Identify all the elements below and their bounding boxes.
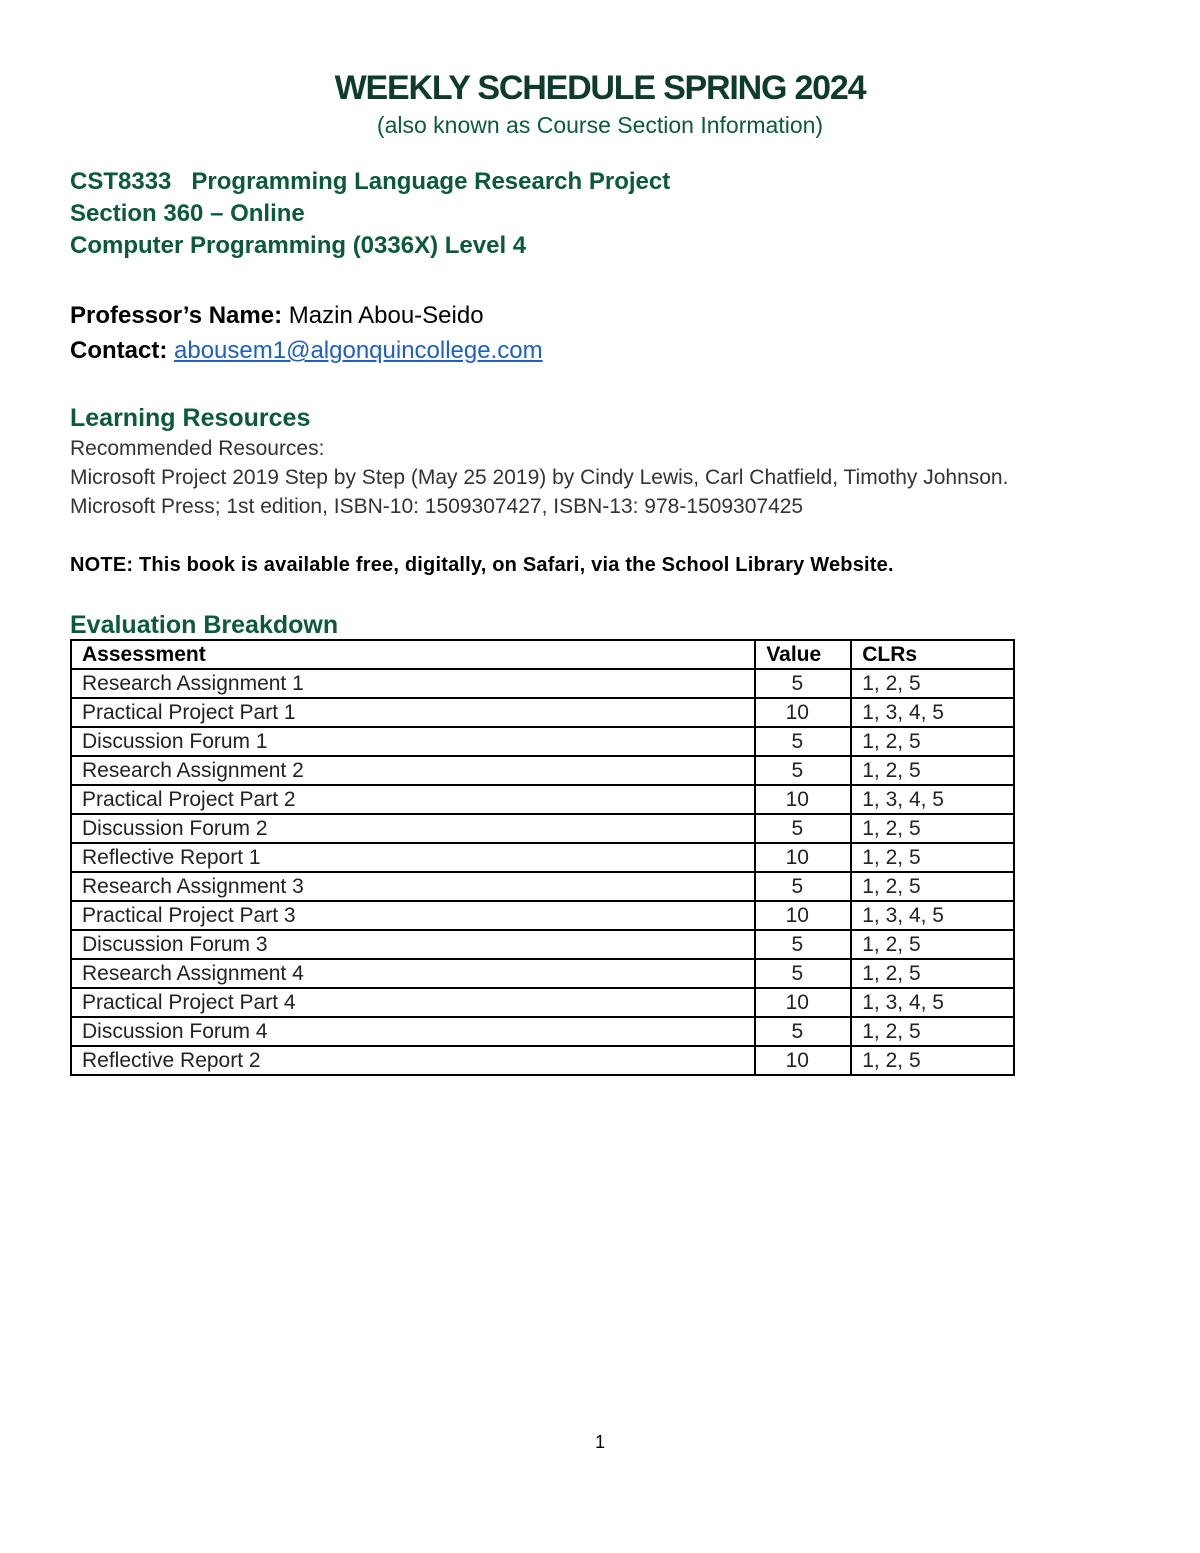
- table-row: [71, 785, 1014, 814]
- clrs-cell: 1, 2, 5: [851, 814, 1014, 843]
- clrs-cell: 1, 2, 5: [851, 756, 1014, 785]
- assessment-cell: Discussion Forum 2: [71, 814, 755, 843]
- value-cell: 5: [755, 959, 851, 988]
- clrs-cell: 1, 2, 5: [851, 1046, 1014, 1075]
- resource-citation-line-2: Microsoft Press; 1st edition, ISBN-10: 1509307427, ISBN-13: 978-1509307425: [70, 495, 804, 518]
- value-cell: 10: [755, 843, 851, 872]
- professor-name: Mazin Abou-Seido: [288, 302, 484, 329]
- course-program: Computer Programming (0336X) Level 4: [70, 232, 527, 259]
- table-row: [71, 843, 1014, 872]
- assessment-cell: Reflective Report 2: [71, 1046, 755, 1075]
- clrs-cell: 1, 3, 4, 5: [851, 901, 1014, 930]
- table-body: [71, 669, 1014, 1075]
- page-subtitle: (also known as Course Section Information): [376, 112, 824, 138]
- course-name: Programming Language Research Project: [191, 168, 671, 195]
- professor-info: [70, 298, 1140, 368]
- assessment-cell: Discussion Forum 4: [71, 1017, 755, 1046]
- value-cell: 5: [755, 756, 851, 785]
- professor-name-line: [70, 298, 1140, 333]
- table-row: [71, 1046, 1014, 1075]
- column-header-value: Value: [755, 640, 851, 669]
- course-code: CST8333: [70, 168, 172, 195]
- evaluation-table: [70, 639, 1015, 1076]
- course-info: [70, 166, 1140, 262]
- assessment-cell: Research Assignment 2: [71, 756, 755, 785]
- learning-resources-heading: Learning Resources: [70, 404, 311, 432]
- assessment-cell: Practical Project Part 3: [71, 901, 755, 930]
- assessment-cell: Research Assignment 3: [71, 872, 755, 901]
- clrs-cell: 1, 2, 5: [851, 669, 1014, 698]
- table-row: [71, 872, 1014, 901]
- value-cell: 5: [755, 930, 851, 959]
- table-row: [71, 698, 1014, 727]
- table-header-row: [71, 640, 1014, 669]
- value-cell: 5: [755, 814, 851, 843]
- table-row: [71, 930, 1014, 959]
- value-cell: 10: [755, 901, 851, 930]
- table-row: [71, 669, 1014, 698]
- clrs-cell: 1, 2, 5: [851, 872, 1014, 901]
- course-section: Section 360 – Online: [70, 200, 305, 227]
- professor-name-label: Professor’s Name:: [70, 302, 283, 329]
- value-cell: 5: [755, 1017, 851, 1046]
- table-row: [71, 814, 1014, 843]
- clrs-cell: 1, 2, 5: [851, 959, 1014, 988]
- value-cell: 10: [755, 988, 851, 1017]
- table-row: [71, 756, 1014, 785]
- page-title: WEEKLY SCHEDULE SPRING 2024: [334, 69, 866, 107]
- column-header-clrs: CLRs: [851, 640, 1014, 669]
- clrs-cell: 1, 2, 5: [851, 843, 1014, 872]
- resource-note: NOTE: This book is available free, digitally, on Safari, via the School Library Website.: [70, 554, 894, 576]
- clrs-cell: 1, 2, 5: [851, 727, 1014, 756]
- page-number: 1: [594, 1432, 605, 1452]
- assessment-cell: Practical Project Part 2: [71, 785, 755, 814]
- assessment-cell: Discussion Forum 1: [71, 727, 755, 756]
- table-row: [71, 988, 1014, 1017]
- recommended-resources-label: Recommended Resources:: [70, 437, 325, 460]
- assessment-cell: Discussion Forum 3: [71, 930, 755, 959]
- assessment-cell: Reflective Report 1: [71, 843, 755, 872]
- contact-line: [70, 333, 1140, 368]
- clrs-cell: 1, 2, 5: [851, 1017, 1014, 1046]
- contact-label: Contact:: [70, 337, 168, 364]
- learning-resources-section: [70, 402, 1140, 579]
- clrs-cell: 1, 3, 4, 5: [851, 698, 1014, 727]
- table-row: [71, 959, 1014, 988]
- table-row: [71, 1017, 1014, 1046]
- assessment-cell: Practical Project Part 4: [71, 988, 755, 1017]
- value-cell: 10: [755, 785, 851, 814]
- assessment-cell: Research Assignment 4: [71, 959, 755, 988]
- column-header-assessment: Assessment: [71, 640, 755, 669]
- clrs-cell: 1, 3, 4, 5: [851, 988, 1014, 1017]
- resource-citation-line-1: Microsoft Project 2019 Step by Step (May 25 2019) by Cindy Lewis, Carl Chatfield, Timothy Johnson.: [70, 466, 1009, 489]
- email-link[interactable]: abousem1@algonquincollege.com: [174, 337, 543, 364]
- evaluation-heading: Evaluation Breakdown: [70, 611, 339, 639]
- value-cell: 10: [755, 1046, 851, 1075]
- course-title-line: [70, 166, 1140, 198]
- table-row: [71, 901, 1014, 930]
- table-row: [71, 727, 1014, 756]
- assessment-cell: Practical Project Part 1: [71, 698, 755, 727]
- value-cell: 5: [755, 872, 851, 901]
- evaluation-section: [70, 609, 1140, 1076]
- value-cell: 5: [755, 669, 851, 698]
- assessment-cell: Research Assignment 1: [71, 669, 755, 698]
- clrs-cell: 1, 2, 5: [851, 930, 1014, 959]
- value-cell: 5: [755, 727, 851, 756]
- clrs-cell: 1, 3, 4, 5: [851, 785, 1014, 814]
- document-page: [70, 68, 1140, 1076]
- value-cell: 10: [755, 698, 851, 727]
